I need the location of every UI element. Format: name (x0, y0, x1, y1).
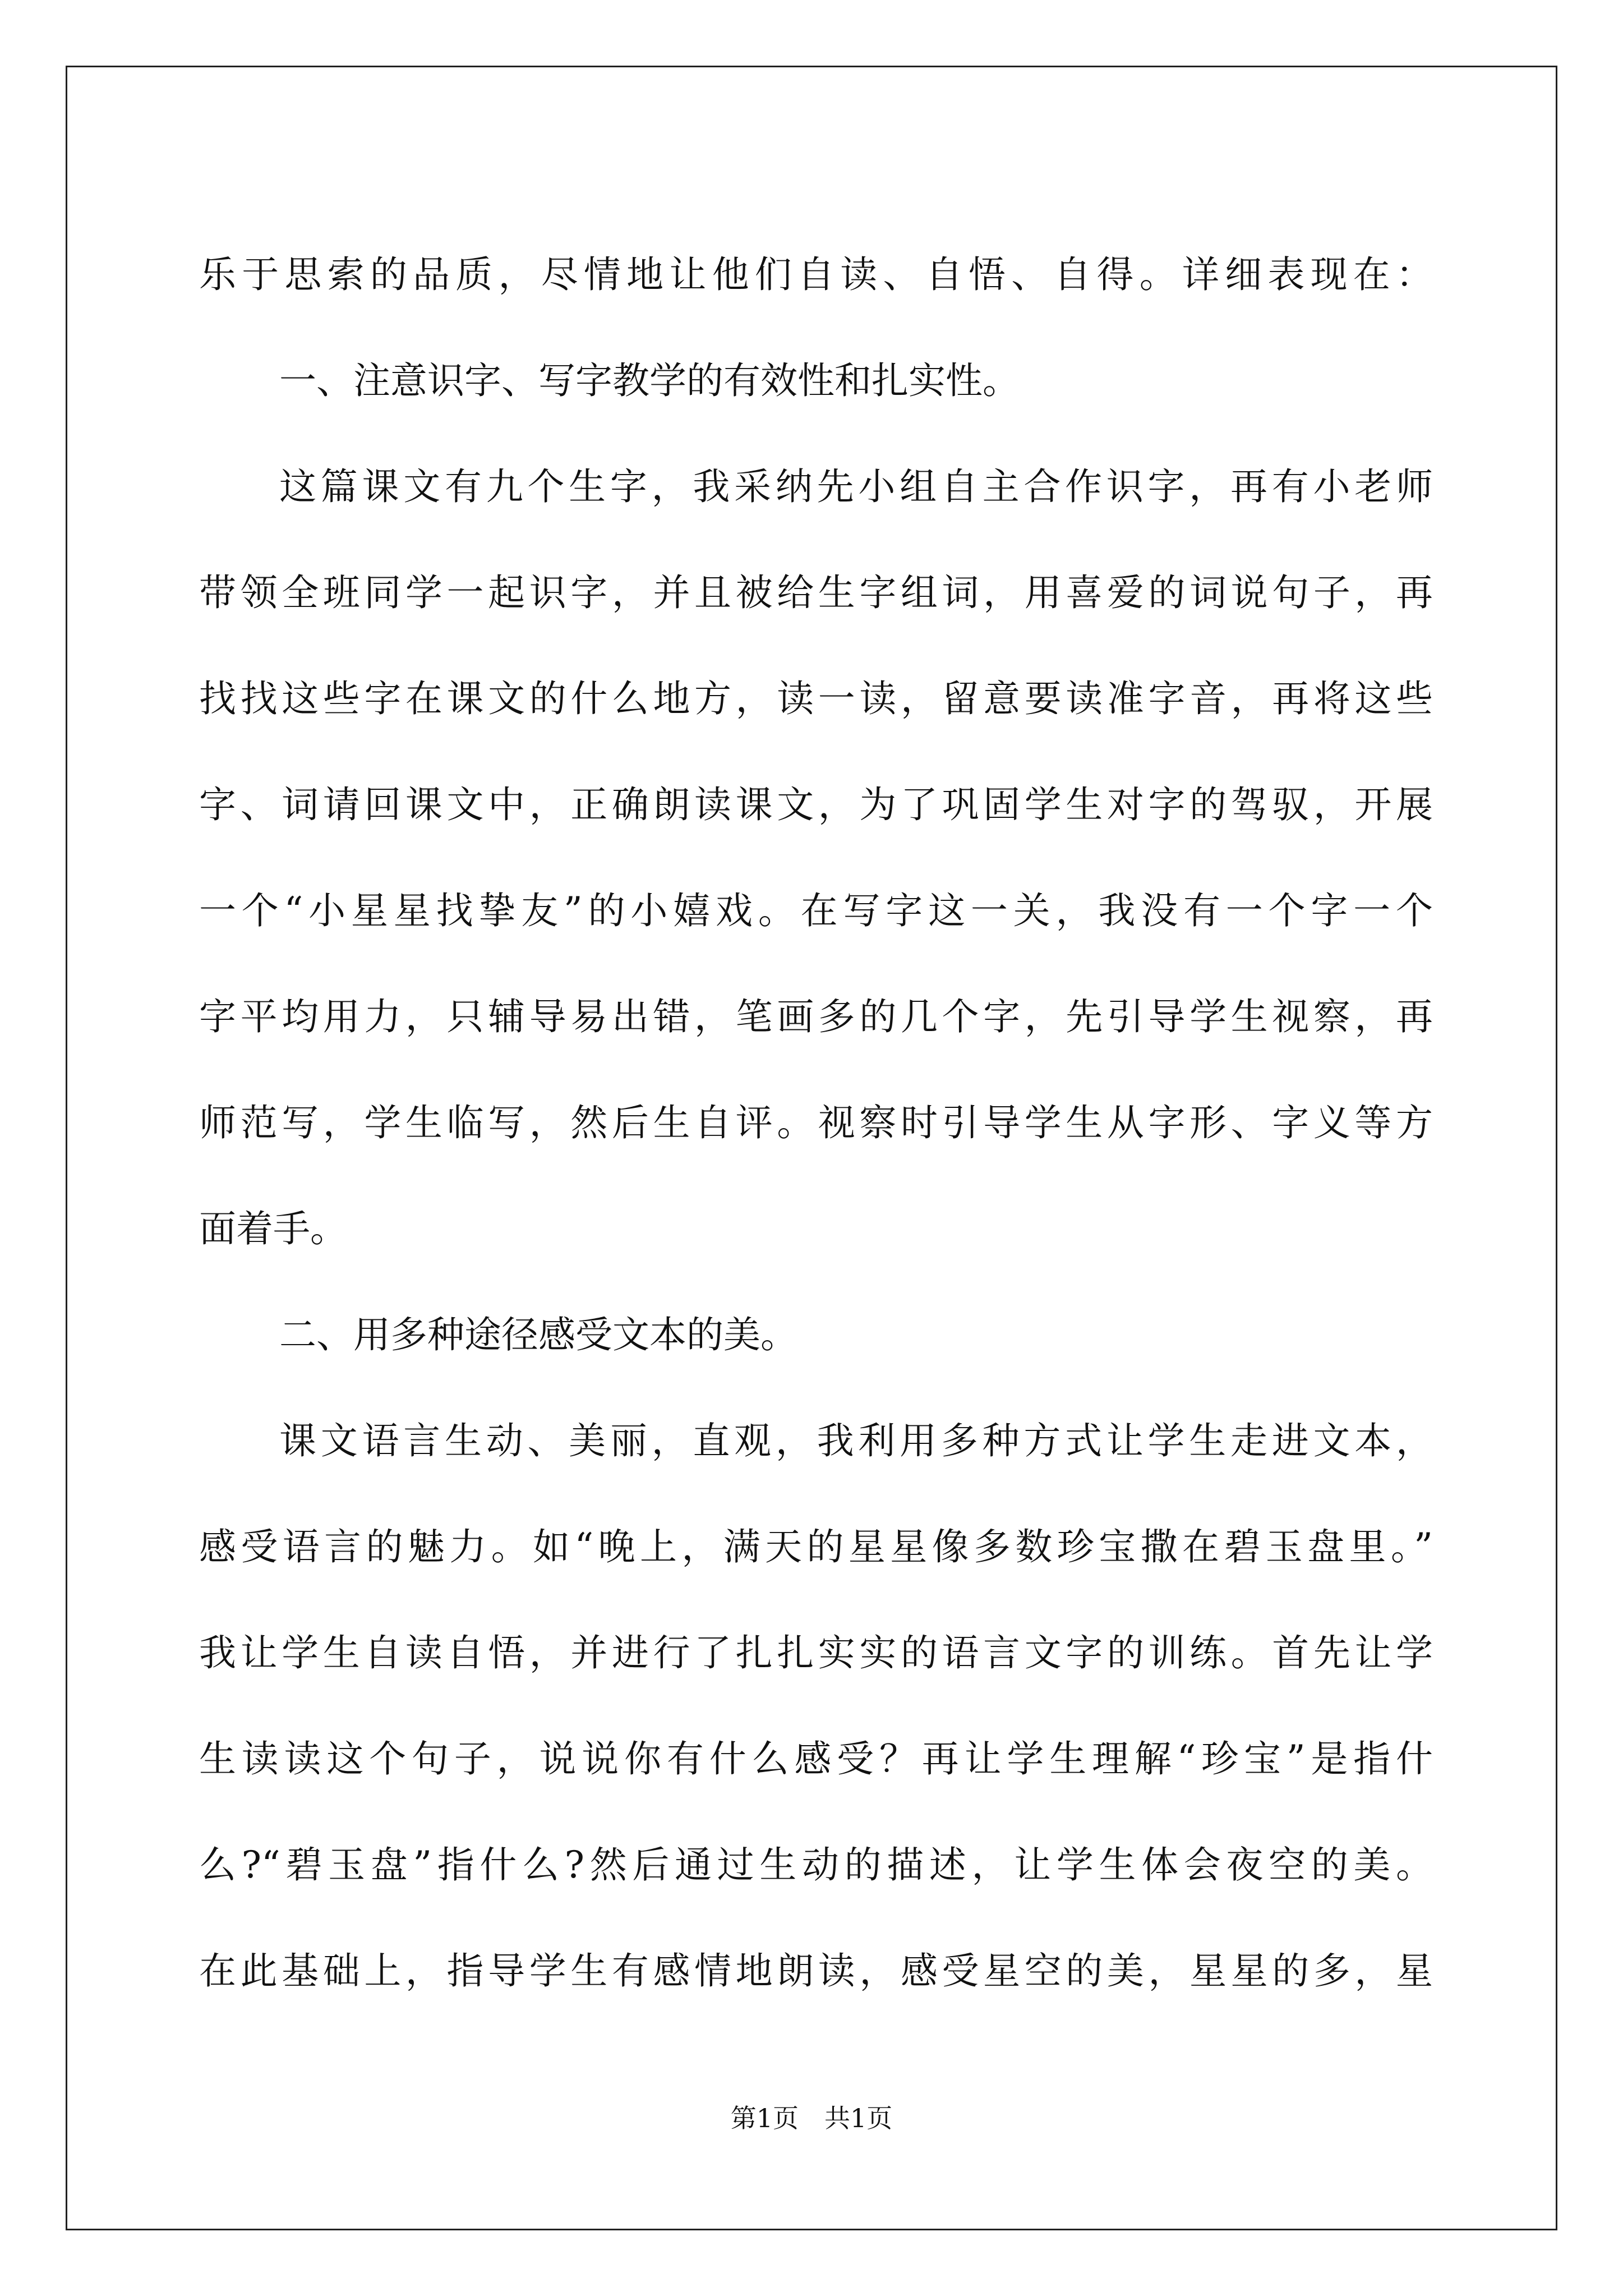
text-line: 这篇课文有九个生字，我采纳先小组自主合作识字，再有小老师 (279, 465, 1433, 508)
text-line: 课文语言生动、美丽，直观，我利用多种方式让学生走进文本， (279, 1419, 1433, 1462)
section-heading: 二、用多种途径感受文本的美。 (279, 1313, 797, 1356)
document-body (199, 222, 1433, 2024)
text-line: 找找这些字在课文的什么地方，读一读，留意要读准字音，再将这些 (199, 677, 1433, 720)
text-line: 乐于思索的品质，尽情地让他们自读、自悟、自得。详细表现在： (199, 253, 1433, 296)
text-line: 一个“小星星找挚友”的小嬉戏。在写字这一关，我没有一个字一个 (199, 889, 1433, 932)
text-line: 我让学生自读自悟，并进行了扎扎实实的语言文字的训练。首先让学 (199, 1631, 1433, 1674)
page-number-footer: 第1页 共1页 (730, 2103, 893, 2133)
text-line: 字平均用力，只辅导易出错，笔画多的几个字，先引导学生视察，再 (199, 995, 1433, 1038)
text-line: 生读读这个句子，说说你有什么感受？再让学生理解“珍宝”是指什 (199, 1737, 1433, 1780)
text-line: 带领全班同学一起识字，并且被给生字组词，用喜爱的词说句子，再 (199, 571, 1433, 614)
text-line: 感受语言的魅力。如“晚上，满天的星星像多数珍宝撒在碧玉盘里。” (199, 1525, 1433, 1568)
text-line: 字、词请回课文中，正确朗读课文，为了巩固学生对字的驾驭，开展 (199, 783, 1433, 826)
text-line: 面着手。 (199, 1207, 347, 1250)
text-line: 么?“碧玉盘”指什么?然后通过生动的描述，让学生体会夜空的美。 (199, 1843, 1433, 1887)
section-heading: 一、注意识字、写字教学的有效性和扎实性。 (279, 359, 1020, 402)
text-line: 师范写，学生临写，然后生自评。视察时引导学生从字形、字义等方 (199, 1101, 1433, 1144)
text-line: 在此基础上，指导学生有感情地朗读，感受星空的美，星星的多，星 (199, 1949, 1433, 1993)
